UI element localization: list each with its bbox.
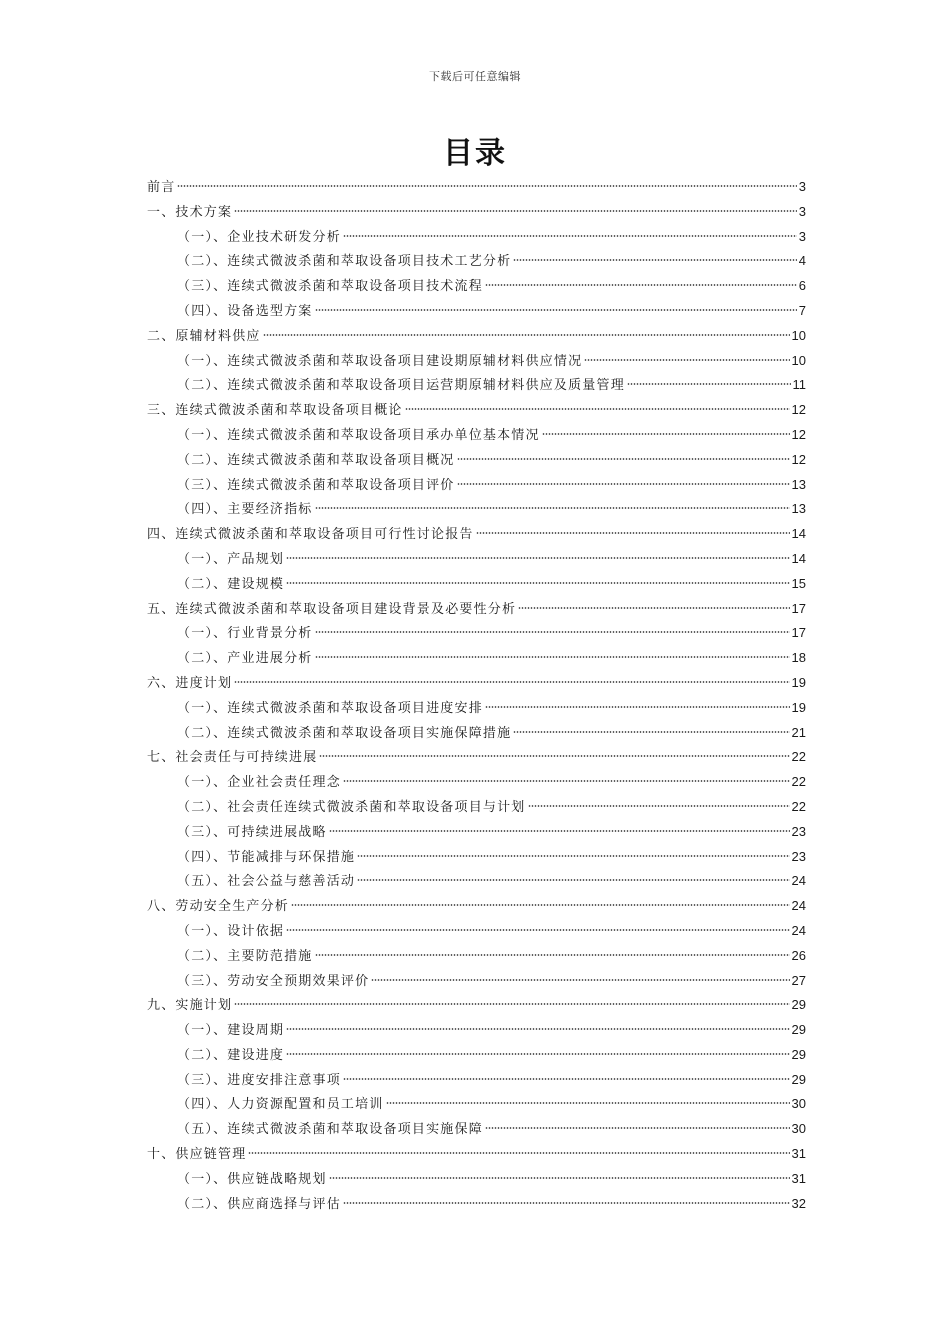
toc-page-number: 32 xyxy=(791,1195,806,1211)
toc-entry-text: （一）、供应链战略规划 xyxy=(177,1171,327,1187)
dot-leader xyxy=(357,854,789,858)
toc-entry[interactable] xyxy=(147,200,806,225)
toc-subentry[interactable] xyxy=(147,621,806,646)
toc-page-number: 3 xyxy=(798,228,806,244)
toc-entry-text: （五）、连续式微波杀菌和萃取设备项目实施保障 xyxy=(177,1122,483,1138)
toc-entry-text: （三）、连续式微波杀菌和萃取设备项目技术流程 xyxy=(177,279,483,295)
toc-entry[interactable] xyxy=(147,671,806,696)
toc-page-number: 17 xyxy=(791,600,806,616)
dot-leader xyxy=(315,630,790,634)
toc-page-number: 17 xyxy=(791,625,806,641)
toc-subentry[interactable] xyxy=(147,770,806,795)
dot-leader xyxy=(405,407,790,411)
toc-entry-text: （四）、人力资源配置和员工培训 xyxy=(177,1097,384,1113)
toc-entry-text: （一）、连续式微波杀菌和萃取设备项目承办单位基本情况 xyxy=(177,427,540,443)
toc-page-number: 21 xyxy=(791,724,806,740)
toc-page-number: 12 xyxy=(791,451,806,467)
toc-page-number: 24 xyxy=(791,898,806,914)
toc-page-number: 29 xyxy=(791,997,806,1013)
dot-leader xyxy=(343,234,797,238)
dot-leader xyxy=(457,457,790,461)
dot-leader xyxy=(286,1052,789,1056)
toc-subentry[interactable] xyxy=(147,1092,806,1117)
dot-leader xyxy=(291,903,790,907)
toc-subentry[interactable] xyxy=(147,448,806,473)
toc-entry-text: （二）、建设规模 xyxy=(177,576,285,592)
dot-leader xyxy=(248,1151,789,1155)
toc-entry[interactable] xyxy=(147,1142,806,1167)
toc-entry-text: 八、劳动安全生产分析 xyxy=(147,899,290,915)
toc-subentry[interactable] xyxy=(147,299,806,324)
toc-subentry[interactable] xyxy=(147,349,806,374)
toc-page-number: 23 xyxy=(791,848,806,864)
toc-entry-text: （二）、连续式微波杀菌和萃取设备项目概况 xyxy=(177,452,455,468)
toc-entry-text: （一）、建设周期 xyxy=(177,1023,285,1039)
dot-leader xyxy=(286,1027,789,1031)
dot-leader xyxy=(319,754,789,758)
toc-subentry[interactable] xyxy=(147,795,806,820)
toc-entry-text: （四）、主要经济指标 xyxy=(177,502,313,518)
toc-entry-text: 六、进度计划 xyxy=(147,675,233,691)
toc-page-number: 22 xyxy=(791,749,806,765)
toc-page-number: 7 xyxy=(798,302,806,318)
dot-leader xyxy=(286,928,789,932)
table-of-contents xyxy=(147,175,806,1216)
toc-page-number: 27 xyxy=(791,972,806,988)
toc-entry-text: （三）、可持续进展战略 xyxy=(177,824,327,840)
toc-page-number: 31 xyxy=(791,1170,806,1186)
toc-page-number: 29 xyxy=(791,1022,806,1038)
toc-page-number: 6 xyxy=(798,278,806,294)
toc-page-number: 31 xyxy=(791,1146,806,1162)
dot-leader xyxy=(343,1201,790,1205)
toc-entry-text: 十、供应链管理 xyxy=(147,1147,247,1163)
toc-entry-text: （二）、社会责任连续式微波杀菌和萃取设备项目与计划 xyxy=(177,799,526,815)
toc-entry[interactable] xyxy=(147,398,806,423)
dot-leader xyxy=(584,358,789,362)
toc-entry-text: （二）、连续式微波杀菌和萃取设备项目技术工艺分析 xyxy=(177,254,512,270)
dot-leader xyxy=(485,705,790,709)
dot-leader xyxy=(315,506,790,510)
toc-subentry[interactable] xyxy=(147,423,806,448)
toc-entry-text: 五、连续式微波杀菌和萃取设备项目建设背景及必要性分析 xyxy=(147,601,517,617)
toc-subentry[interactable] xyxy=(147,944,806,969)
toc-subentry[interactable] xyxy=(147,274,806,299)
toc-page-number: 22 xyxy=(791,798,806,814)
toc-entry[interactable] xyxy=(147,993,806,1018)
dot-leader xyxy=(329,1176,790,1180)
toc-page-number: 23 xyxy=(791,823,806,839)
dot-leader xyxy=(343,779,790,783)
toc-subentry[interactable] xyxy=(147,225,806,250)
toc-subentry[interactable] xyxy=(147,820,806,845)
dot-leader xyxy=(485,1126,790,1130)
toc-entry-text: （四）、设备选型方案 xyxy=(177,303,313,319)
toc-entry-text: （一）、设计依据 xyxy=(177,923,285,939)
toc-entry[interactable] xyxy=(147,597,806,622)
toc-entry[interactable] xyxy=(147,894,806,919)
toc-page-number: 30 xyxy=(791,1121,806,1137)
toc-subentry[interactable] xyxy=(147,473,806,498)
dot-leader xyxy=(315,953,790,957)
toc-entry-text: （二）、主要防范措施 xyxy=(177,948,313,964)
dot-leader xyxy=(357,878,789,882)
toc-page-number: 29 xyxy=(791,1071,806,1087)
toc-entry-text: 四、连续式微波杀菌和萃取设备项目可行性讨论报告 xyxy=(147,527,474,543)
toc-page-number: 26 xyxy=(791,947,806,963)
toc-subentry[interactable] xyxy=(147,1192,806,1217)
toc-page-number: 24 xyxy=(791,873,806,889)
toc-page-number: 24 xyxy=(791,922,806,938)
toc-entry-text: 一、技术方案 xyxy=(147,204,233,220)
dot-leader xyxy=(329,829,790,833)
toc-subentry[interactable] xyxy=(147,547,806,572)
toc-entry-text: （三）、劳动安全预期效果评价 xyxy=(177,973,370,989)
toc-entry-text: （一）、企业技术研发分析 xyxy=(177,229,341,245)
toc-entry-text: （三）、进度安排注意事项 xyxy=(177,1072,341,1088)
toc-subentry[interactable] xyxy=(147,497,806,522)
toc-page-number: 3 xyxy=(798,203,806,219)
toc-entry-text: 前言 xyxy=(147,180,176,195)
dot-leader xyxy=(286,556,789,560)
toc-subentry[interactable] xyxy=(147,1167,806,1192)
toc-page-number: 29 xyxy=(791,1046,806,1062)
dot-leader xyxy=(485,283,797,287)
toc-entry-text: 二、原辅材料供应 xyxy=(147,328,261,344)
toc-page-number: 14 xyxy=(791,526,806,542)
toc-entry-text: （一）、连续式微波杀菌和萃取设备项目进度安排 xyxy=(177,700,483,716)
toc-entry-text: （三）、连续式微波杀菌和萃取设备项目评价 xyxy=(177,477,455,493)
toc-subentry[interactable] xyxy=(147,572,806,597)
toc-entry-text: （二）、建设进度 xyxy=(177,1047,285,1063)
dot-leader xyxy=(177,184,796,188)
toc-entry-text: （二）、连续式微波杀菌和萃取设备项目运营期原辅材料供应及质量管理 xyxy=(177,378,625,394)
toc-entry-text: （五）、社会公益与慈善活动 xyxy=(177,874,356,890)
toc-page-number: 10 xyxy=(791,352,806,368)
toc-entry-text: （一）、企业社会责任理念 xyxy=(177,775,341,791)
toc-title: 目录 xyxy=(443,136,507,171)
dot-leader xyxy=(234,1002,789,1006)
toc-subentry[interactable] xyxy=(147,721,806,746)
toc-entry[interactable] xyxy=(147,324,806,349)
dot-leader xyxy=(542,432,790,436)
dot-leader xyxy=(513,258,796,262)
toc-page-number: 11 xyxy=(792,377,806,393)
dot-leader xyxy=(457,482,790,486)
toc-page-number: 22 xyxy=(791,774,806,790)
toc-subentry[interactable] xyxy=(147,1068,806,1093)
toc-entry[interactable] xyxy=(147,745,806,770)
toc-entry-text: （二）、产业进展分析 xyxy=(177,651,313,667)
toc-entry-text: （四）、节能减排与环保措施 xyxy=(177,849,356,865)
header-note: 下载后可任意编辑 xyxy=(429,70,521,83)
dot-leader xyxy=(234,680,789,684)
toc-entry[interactable] xyxy=(147,522,806,547)
toc-subentry[interactable] xyxy=(147,1117,806,1142)
toc-entry-text: （一）、行业背景分析 xyxy=(177,626,313,642)
toc-page-number: 30 xyxy=(791,1096,806,1112)
toc-subentry[interactable] xyxy=(147,696,806,721)
toc-page-number: 15 xyxy=(791,575,806,591)
toc-subentry[interactable] xyxy=(147,1043,806,1068)
dot-leader xyxy=(513,730,789,734)
toc-entry-text: （二）、连续式微波杀菌和萃取设备项目实施保障措施 xyxy=(177,725,512,741)
dot-leader xyxy=(518,606,789,610)
toc-subentry[interactable] xyxy=(147,646,806,671)
toc-subentry[interactable] xyxy=(147,869,806,894)
toc-entry-text: （一）、产品规划 xyxy=(177,551,285,567)
toc-page-number: 3 xyxy=(798,179,806,194)
toc-page-number: 12 xyxy=(791,402,806,418)
toc-subentry[interactable] xyxy=(147,845,806,870)
toc-entry-text: （一）、连续式微波杀菌和萃取设备项目建设期原辅材料供应情况 xyxy=(177,353,583,369)
toc-page-number: 18 xyxy=(791,650,806,666)
dot-leader xyxy=(286,581,789,585)
toc-page-number: 14 xyxy=(791,550,806,566)
dot-leader xyxy=(476,531,790,535)
toc-page-number: 10 xyxy=(791,327,806,343)
toc-page-number: 13 xyxy=(791,476,806,492)
dot-leader xyxy=(386,1101,790,1105)
dot-leader xyxy=(263,333,790,337)
toc-entry-text: 九、实施计划 xyxy=(147,998,233,1014)
toc-entry-text: 七、社会责任与可持续进展 xyxy=(147,750,318,766)
toc-page-number: 4 xyxy=(798,253,806,269)
toc-page-number: 13 xyxy=(791,501,806,517)
toc-entry-text: （二）、供应商选择与评估 xyxy=(177,1196,341,1212)
toc-entry-text: 三、连续式微波杀菌和萃取设备项目概论 xyxy=(147,403,403,419)
dot-leader xyxy=(528,804,790,808)
dot-leader xyxy=(343,1077,790,1081)
toc-subentry[interactable] xyxy=(147,1018,806,1043)
dot-leader xyxy=(627,382,791,386)
toc-entry[interactable] xyxy=(147,175,806,200)
dot-leader xyxy=(234,209,797,213)
dot-leader xyxy=(315,655,790,659)
toc-page-number: 12 xyxy=(791,426,806,442)
toc-page-number: 19 xyxy=(791,699,806,715)
toc-subentry[interactable] xyxy=(147,919,806,944)
dot-leader xyxy=(371,978,789,982)
dot-leader xyxy=(315,308,797,312)
toc-subentry[interactable] xyxy=(147,249,806,274)
toc-subentry[interactable] xyxy=(147,969,806,994)
toc-subentry[interactable] xyxy=(147,373,806,398)
toc-page-number: 19 xyxy=(791,674,806,690)
